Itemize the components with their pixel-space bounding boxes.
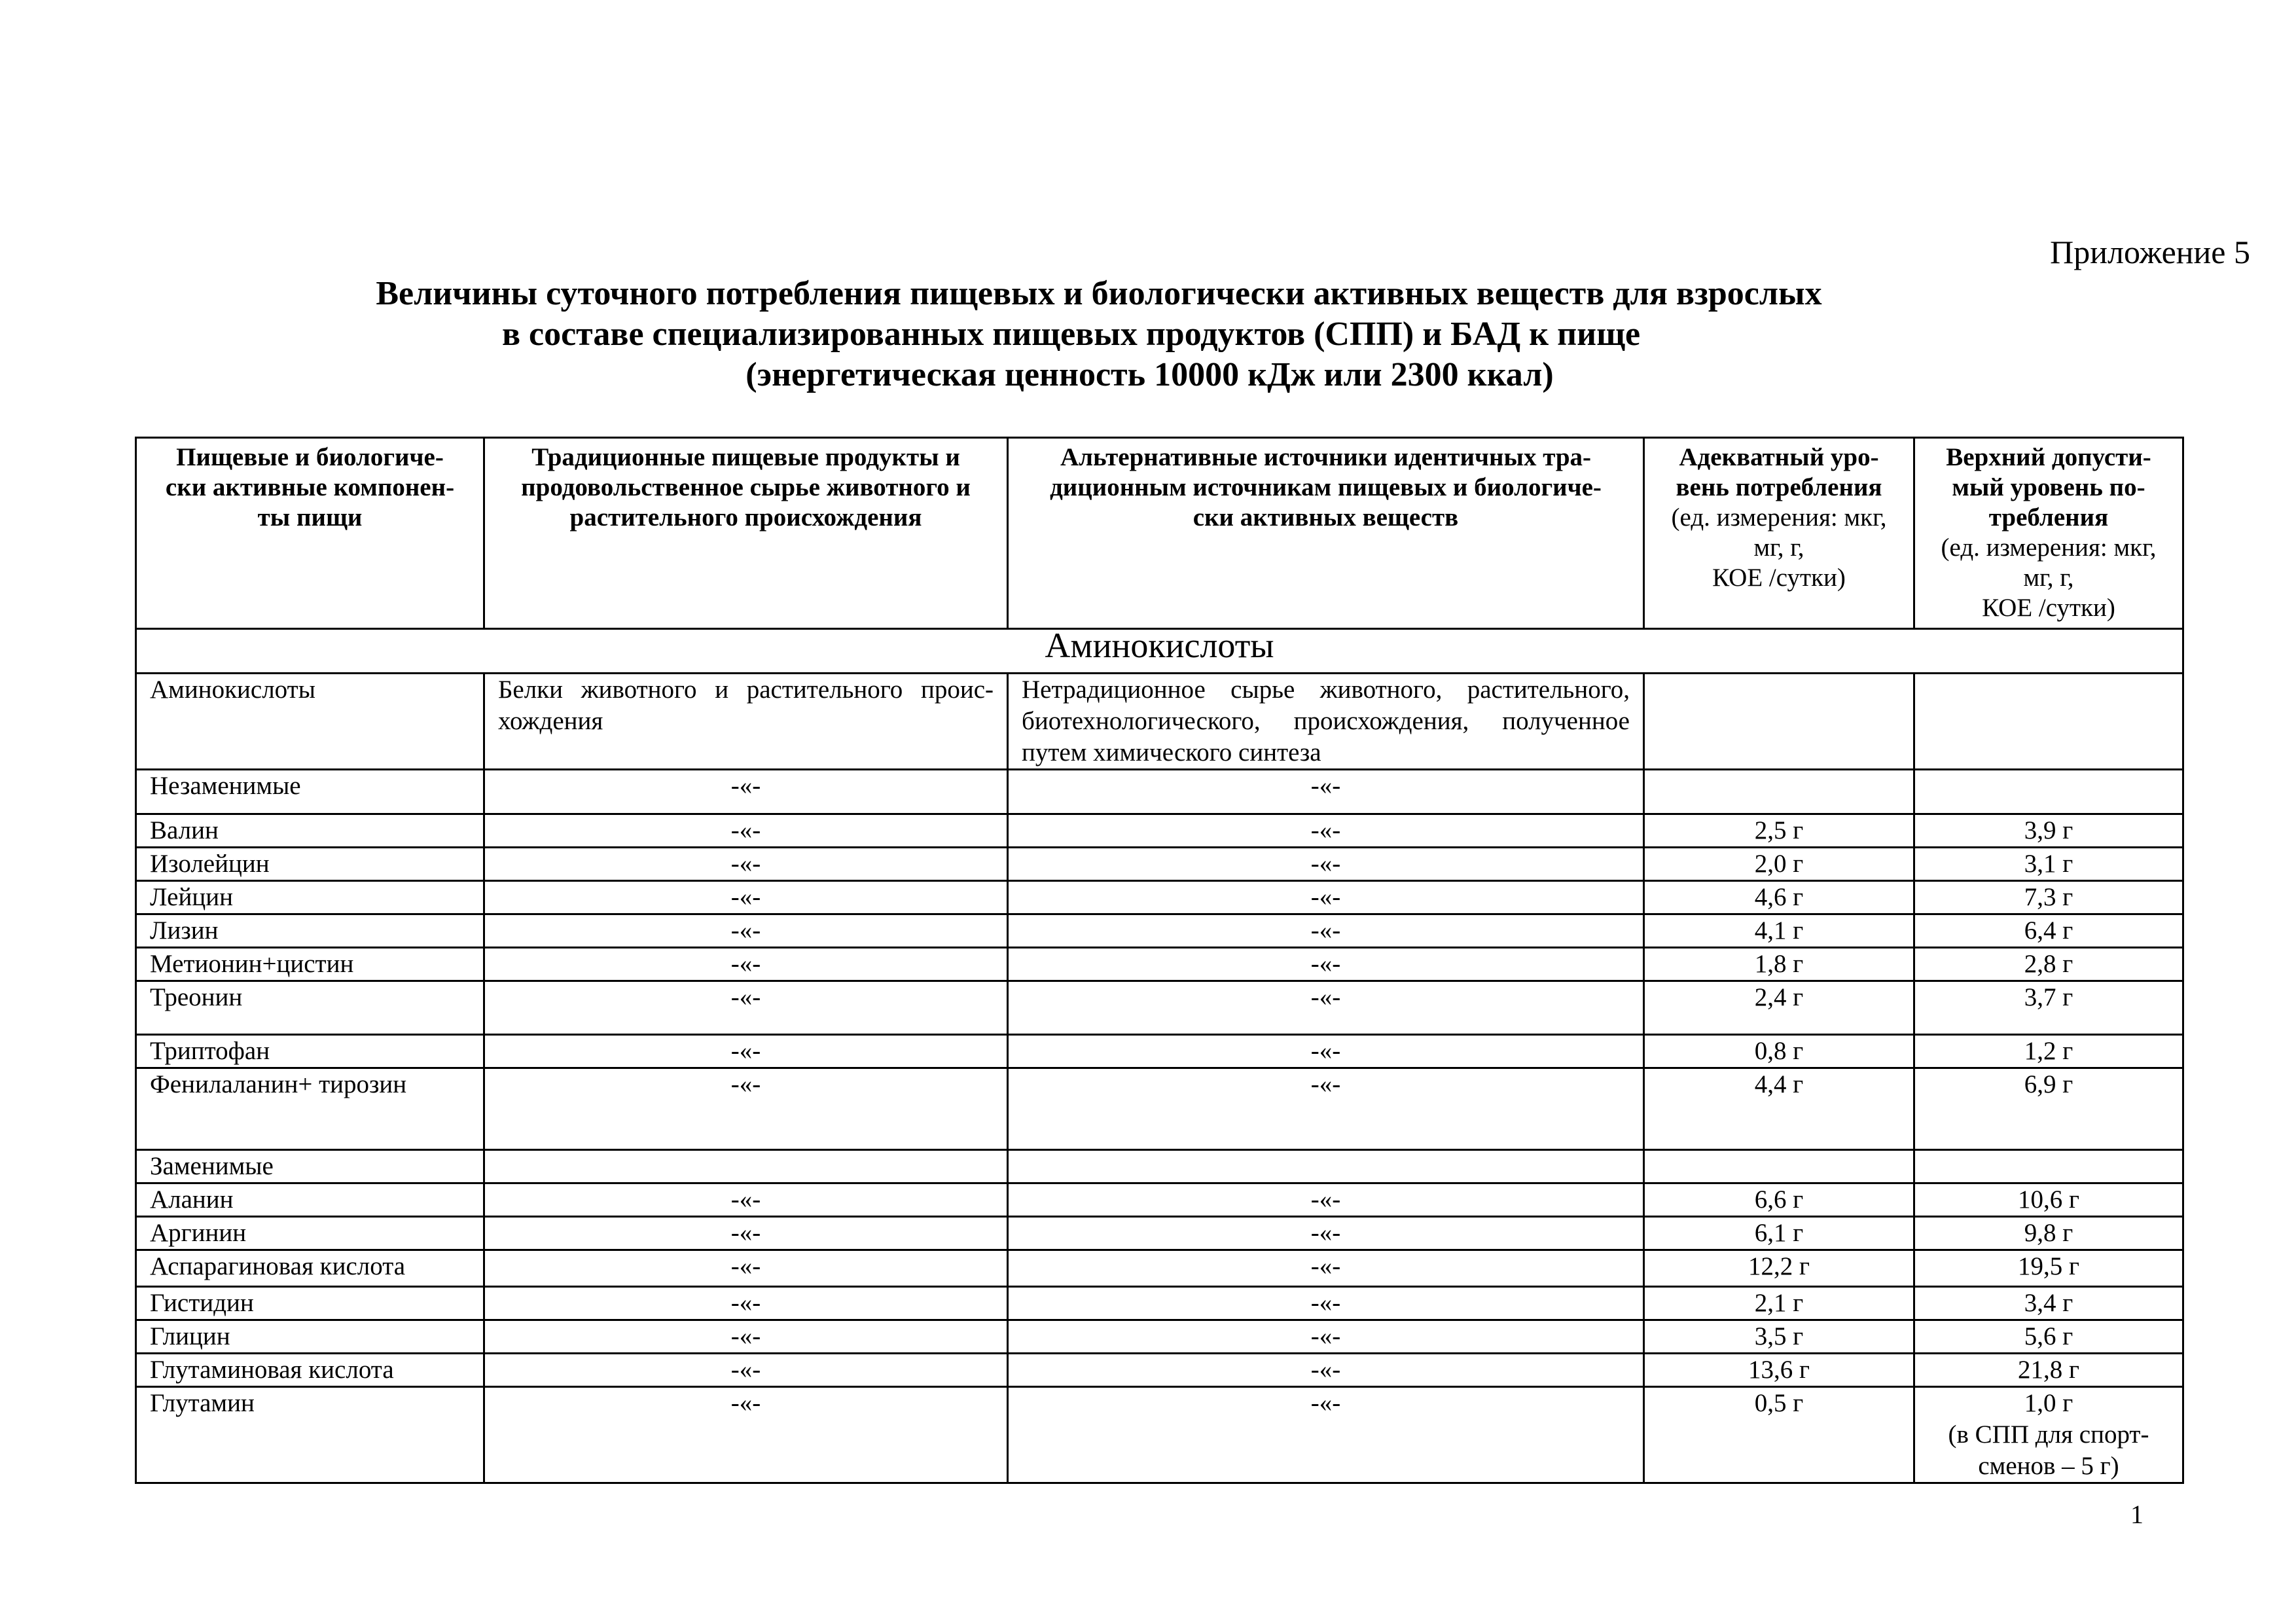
component-name: Лизин: [136, 914, 484, 948]
intro-name: Аминокислоты: [136, 674, 484, 770]
header-components: Пищевые и биологиче- ски активные компонен- ты пищи: [136, 438, 484, 629]
title-line-3: (энергетическая ценность 10000 кДж или 2300 ккал): [745, 356, 1554, 393]
upper-cell: 3,4 г: [1914, 1287, 2183, 1320]
component-name: Треонин: [136, 981, 484, 1035]
adequate-cell: 0,5 г: [1644, 1387, 1914, 1483]
table-row: [136, 914, 2183, 948]
table-row: [136, 848, 2183, 881]
adequate-cell: 1,8 г: [1644, 948, 1914, 981]
alternative-cell: -«-: [1008, 981, 1644, 1035]
intro-alternative: Нетрадиционное сырье животного, растительного, биотехнологического, происхождения, полученное путем химического синтеза: [1008, 674, 1644, 770]
upper-cell: 10,6 г: [1914, 1183, 2183, 1217]
adequate-cell: 6,1 г: [1644, 1217, 1914, 1250]
alternative-cell: -«-: [1008, 1287, 1644, 1320]
traditional-cell: -«-: [484, 1068, 1008, 1150]
alternative-cell: -«-: [1008, 914, 1644, 948]
upper-cell: 2,8 г: [1914, 948, 2183, 981]
title-line-2: в составе специализированных пищевых продуктов (СПП) и БАД к пище: [501, 316, 1641, 353]
alternative-cell: -«-: [1008, 1387, 1644, 1483]
upper-cell: 3,9 г: [1914, 814, 2183, 848]
traditional-cell: -«-: [484, 981, 1008, 1035]
header-alternative-sources: Альтернативные источники идентичных тра- диционным источникам пищевых и биологиче- ски активных веществ: [1008, 438, 1644, 629]
table-row: [136, 1287, 2183, 1320]
alternative-cell: -«-: [1008, 1217, 1644, 1250]
alternative-cell: -«-: [1008, 1068, 1644, 1150]
upper-cell: 7,3 г: [1914, 881, 2183, 914]
component-name: Аланин: [136, 1183, 484, 1217]
alternative-cell: -«-: [1008, 814, 1644, 848]
intake-table: [135, 437, 2184, 1484]
adequate-cell: 2,4 г: [1644, 981, 1914, 1035]
appendix-label: Приложение 5: [2050, 234, 2250, 270]
traditional-cell: -«-: [484, 770, 1008, 814]
table-row: [136, 881, 2183, 914]
table-row: [136, 1068, 2183, 1150]
component-name: Аргинин: [136, 1217, 484, 1250]
table-row: [136, 1354, 2183, 1387]
adequate-cell: 13,6 г: [1644, 1354, 1914, 1387]
adequate-cell: 6,6 г: [1644, 1183, 1914, 1217]
component-name: Валин: [136, 814, 484, 848]
upper-cell: 3,7 г: [1914, 981, 2183, 1035]
table-row: [136, 814, 2183, 848]
upper-value: 1,0 г: [2024, 1389, 2073, 1417]
header-traditional-sources: Традиционные пищевые продукты и продовольственное сырье животного и растительного происхождения: [484, 438, 1008, 629]
component-name: Гистидин: [136, 1287, 484, 1320]
group-name: Заменимые: [136, 1150, 484, 1183]
group-name: Незаменимые: [136, 770, 484, 814]
adequate-cell: 4,4 г: [1644, 1068, 1914, 1150]
upper-cell: 5,6 г: [1914, 1320, 2183, 1354]
alternative-cell: -«-: [1008, 1354, 1644, 1387]
alternative-cell: -«-: [1008, 1250, 1644, 1287]
traditional-cell: -«-: [484, 1035, 1008, 1068]
traditional-cell: -«-: [484, 1287, 1008, 1320]
alternative-cell: -«-: [1008, 1320, 1644, 1354]
alternative-cell: -«-: [1008, 948, 1644, 981]
adequate-cell: 4,6 г: [1644, 881, 1914, 914]
adequate-cell: 2,1 г: [1644, 1287, 1914, 1320]
component-name: Изолейцин: [136, 848, 484, 881]
table-row: [136, 1387, 2183, 1483]
alternative-cell: -«-: [1008, 770, 1644, 814]
table-row: [136, 981, 2183, 1035]
traditional-cell: -«-: [484, 848, 1008, 881]
table-row: [136, 1250, 2183, 1287]
component-name: Глутамин: [136, 1387, 484, 1483]
traditional-cell: -«-: [484, 948, 1008, 981]
page-number: 1: [2130, 1500, 2144, 1529]
intro-row: [136, 674, 2183, 770]
group-row-nonessential: [136, 1150, 2183, 1183]
header-upper-level: Верхний допусти- мый уровень по- требления (ед. измерения: мкг, мг, г, КОЕ /сутки): [1914, 438, 2183, 629]
section-row: [136, 629, 2183, 674]
alternative-cell: -«-: [1008, 881, 1644, 914]
component-name: Триптофан: [136, 1035, 484, 1068]
component-name: Метионин+цистин: [136, 948, 484, 981]
adequate-cell: 12,2 г: [1644, 1250, 1914, 1287]
upper-note-line-2: сменов – 5 г): [1978, 1452, 2119, 1480]
alternative-cell: -«-: [1008, 1183, 1644, 1217]
adequate-cell: 0,8 г: [1644, 1035, 1914, 1068]
intro-traditional: Белки животного и растительного проис-хождения: [484, 674, 1008, 770]
upper-cell: 6,4 г: [1914, 914, 2183, 948]
table-row: [136, 1320, 2183, 1354]
component-name: Глутаминовая кислота: [136, 1354, 484, 1387]
title-line-1: Величины суточного потребления пищевых и биологически активных веществ для взрослых: [376, 275, 1822, 312]
traditional-cell: -«-: [484, 914, 1008, 948]
table-row: [136, 1217, 2183, 1250]
adequate-cell: 2,0 г: [1644, 848, 1914, 881]
component-name: Лейцин: [136, 881, 484, 914]
document-title: [0, 274, 2296, 395]
upper-cell: 9,8 г: [1914, 1217, 2183, 1250]
adequate-cell: 3,5 г: [1644, 1320, 1914, 1354]
header-adequate-level: Адекватный уро- вень потребления (ед. измерения: мкг, мг, г, КОЕ /сутки): [1644, 438, 1914, 629]
traditional-cell: -«-: [484, 881, 1008, 914]
alternative-cell: -«-: [1008, 1035, 1644, 1068]
traditional-cell: -«-: [484, 1354, 1008, 1387]
traditional-cell: -«-: [484, 1387, 1008, 1483]
traditional-cell: -«-: [484, 1320, 1008, 1354]
adequate-cell: 4,1 г: [1644, 914, 1914, 948]
traditional-cell: -«-: [484, 1217, 1008, 1250]
upper-cell: 21,8 г: [1914, 1354, 2183, 1387]
upper-note-line-1: (в СПП для спорт-: [1948, 1420, 2149, 1449]
adequate-cell: 2,5 г: [1644, 814, 1914, 848]
table-row: [136, 1183, 2183, 1217]
traditional-cell: -«-: [484, 1250, 1008, 1287]
upper-cell: 1,2 г: [1914, 1035, 2183, 1068]
upper-cell: 3,1 г: [1914, 848, 2183, 881]
upper-cell: [1914, 1387, 2183, 1483]
group-row-essential: [136, 770, 2183, 814]
traditional-cell: -«-: [484, 814, 1008, 848]
table-row: [136, 1035, 2183, 1068]
component-name: Аспарагиновая кислота: [136, 1250, 484, 1287]
traditional-cell: -«-: [484, 1183, 1008, 1217]
component-name: Глицин: [136, 1320, 484, 1354]
upper-cell: 6,9 г: [1914, 1068, 2183, 1150]
section-title: Аминокислоты: [136, 629, 2183, 674]
upper-cell: 19,5 г: [1914, 1250, 2183, 1287]
table-row: [136, 948, 2183, 981]
alternative-cell: -«-: [1008, 848, 1644, 881]
component-name: Фенилаланин+ тирозин: [136, 1068, 484, 1150]
header-row: [136, 438, 2183, 629]
